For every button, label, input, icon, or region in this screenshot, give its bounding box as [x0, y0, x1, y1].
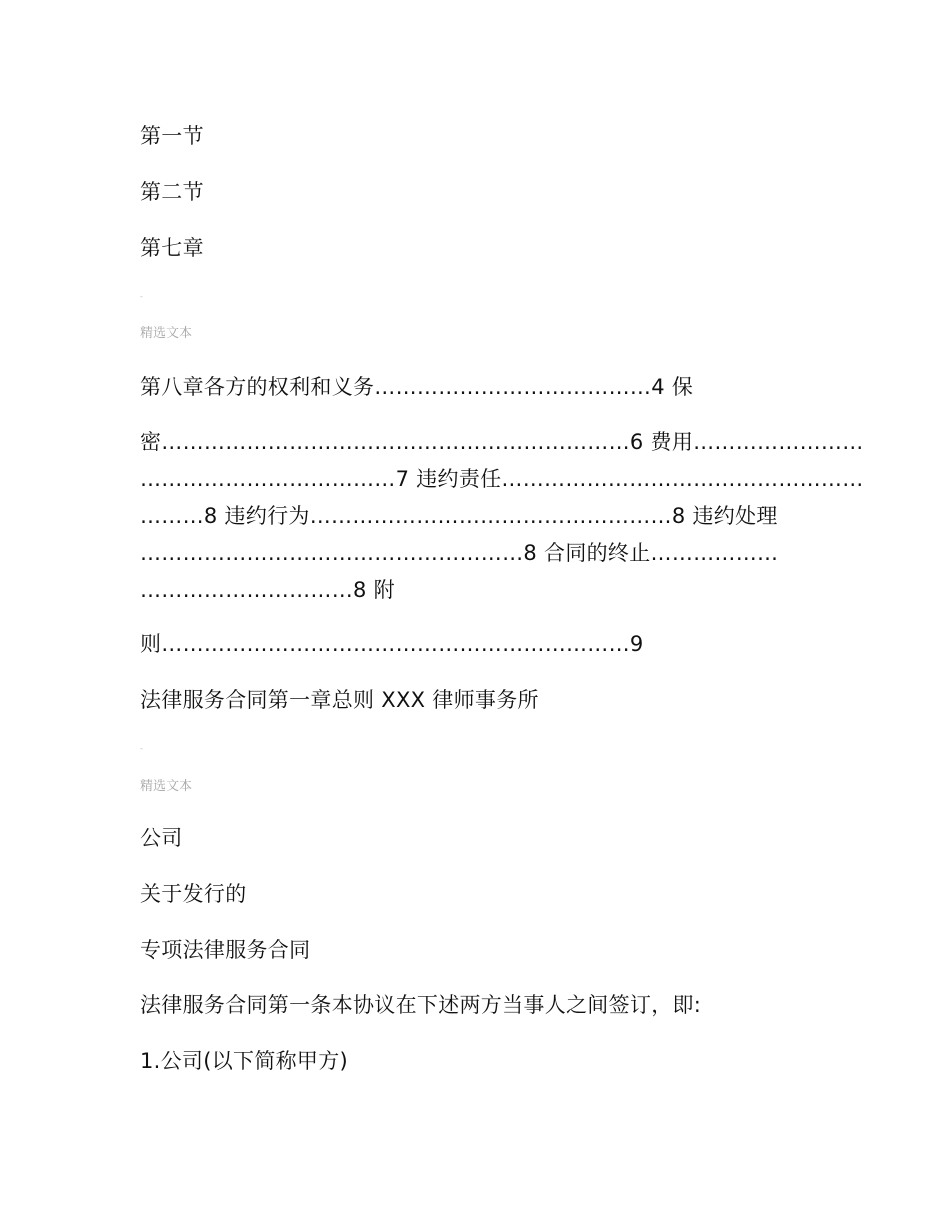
toc-row: 密…………………………………………………………6 费用…………………… — [140, 430, 864, 454]
toc-entry-appendix: 则…………………………………………………………9 — [140, 632, 644, 656]
section-two-heading: 第二节 — [140, 180, 204, 204]
toc-block — [140, 430, 864, 615]
watermark-label: 精选文本 — [140, 779, 193, 794]
body-line-article-one: 法律服务合同第一条本协议在下述两方当事人之间签订，即: — [140, 993, 702, 1017]
section-one-heading: 第一节 — [140, 124, 204, 148]
body-line-company: 公司 — [140, 826, 183, 850]
toc-entry-chapter-eight: 第八章各方的权利和义务…………………………………4 保 — [140, 375, 694, 399]
page-break-mark: - — [140, 744, 143, 753]
body-line-party-a: 1.公司(以下简称甲方) — [140, 1049, 349, 1073]
watermark-label: 精选文本 — [140, 326, 193, 341]
chapter-seven-heading: 第七章 — [140, 236, 204, 260]
toc-row: ………………………………………………8 合同的终止……………… — [140, 541, 779, 565]
page-break-mark: - — [140, 292, 143, 301]
contract-heading-line: 法律服务合同第一章总则 XXX 律师事务所 — [140, 688, 539, 712]
toc-row: ………8 违约行为……………………………………………8 违约处理 — [140, 504, 778, 528]
body-line-regarding: 关于发行的 — [140, 882, 247, 906]
body-line-contract-title: 专项法律服务合同 — [140, 938, 311, 962]
toc-row: ………………………………7 违约责任…………………………………………… — [140, 467, 864, 491]
toc-row: …………………………8 附 — [140, 578, 395, 602]
